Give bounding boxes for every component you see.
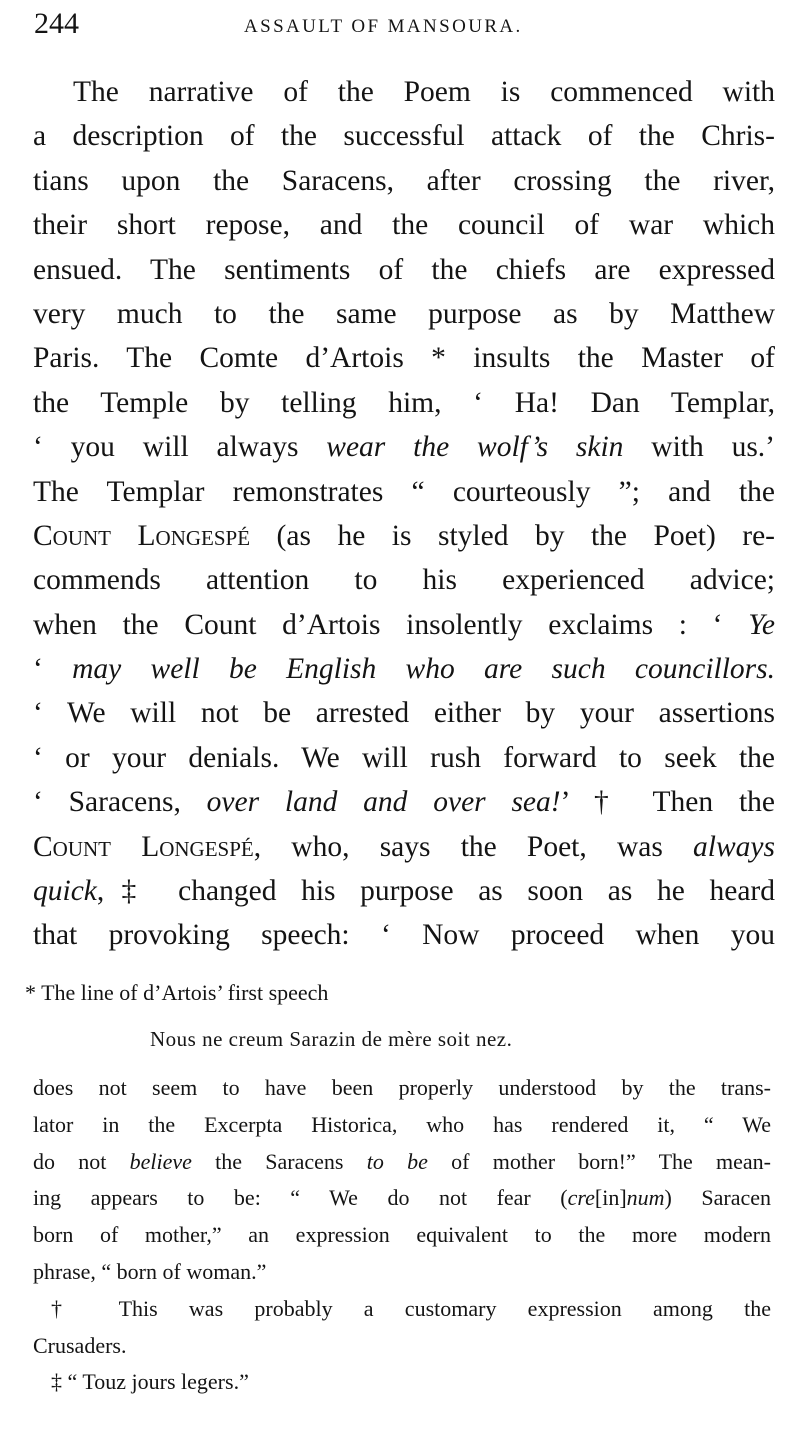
text-run: ’ † Then the [560,786,775,819]
footnote-line [33,1144,771,1181]
text-line: Paris. The Comte d’Artois * insults the Master of [33,342,775,375]
text-run: , who, says the Poet, was [253,830,694,863]
text-line: tians upon the Saracens, after crossing the river, [33,164,775,197]
text-line: The narrative of the Poem is commenced with [73,76,775,108]
page-header [34,6,774,46]
italic-run: quick [33,875,97,908]
main-text [33,70,775,958]
text-line: a description of the successful attack of the Chris- [33,120,775,153]
italic-run: to be [366,1148,428,1174]
text-run: the Saracens [191,1148,367,1174]
italic-run: always [693,830,775,863]
text-run: ) Saracen [664,1185,771,1211]
italic-run: wear the wolf’s skin [326,431,624,464]
text-run: [in] [594,1185,627,1211]
footnote-line: lator in the Excerpta Historica, who has rendered it, “ We [33,1111,771,1137]
italic-run: may well be English who are such councillors. [72,653,775,686]
text-line: commends attention to his experienced advice; [33,564,775,597]
text-run: ,‡ changed his purpose as soon as he heard [96,875,775,908]
text-line [33,780,775,824]
footnote-text [33,1070,771,1401]
text-line [33,825,775,869]
footnote-line: born of mother,” an expression equivalent to the more modern [33,1222,771,1248]
running-head: ASSAULT OF MANSOURA. [244,16,523,37]
text-line [33,425,775,469]
text-line: their short repose, and the council of war which [33,209,775,242]
page-number: 244 [34,7,79,40]
text-line [33,514,775,558]
text-line [33,603,775,647]
small-caps-name: Count Longespé [33,830,254,863]
small-caps-name: Count Longespé [33,519,251,552]
text-line: ‘ We will not be arrested either by your assertions [33,697,775,730]
text-run: do not [33,1148,130,1174]
text-run: of mother born!” The mean- [427,1148,771,1174]
text-line: ‘ or your denials. We will rush forward to seek the [33,741,775,774]
text-run: (as he is styled by the Poet) re- [250,519,775,552]
text-run: when the Count d’Artois insolently exclaims : ‘ [33,608,749,641]
text-line: The Templar remonstrates “ courteously ”; and the [33,475,775,508]
footnote-line [33,1180,771,1217]
text-run: ‘ Saracens, [33,786,207,819]
text-run: ‘ [33,653,73,686]
footnote-1-intro: * The line of d’Artois’ first speech [25,980,329,1005]
text-run: with us.’ [623,431,775,464]
text-line: ensued. The sentiments of the chiefs are expressed [33,253,775,286]
footnote-line: phrase, “ born of woman.” [33,1258,267,1284]
text-line: the Temple by telling him, ‘ Ha! Dan Templar, [33,386,775,419]
italic-run: cre [567,1185,595,1211]
footnote-2-line: Crusaders. [33,1332,127,1358]
text-line [33,647,775,691]
footnote-line: does not seem to have been properly understood by the trans- [33,1075,771,1100]
footnote-3: ‡ “ Touz jours legers.” [51,1369,249,1395]
text-line: very much to the same purpose as by Matthew [33,297,775,330]
footnote-2-line: † This was probably a customary expression among the [51,1295,771,1321]
italic-run: Ye [748,608,775,641]
text-run: ing appears to be: “ We do not fear ( [33,1185,568,1211]
italic-run: num [626,1185,665,1211]
italic-run: believe [129,1148,192,1174]
text-line [33,869,775,913]
footnote-1-quote: Nous ne creum Sarazin de mère soit nez. [150,1027,513,1051]
text-line: that provoking speech: ‘ Now proceed when you [33,919,775,952]
italic-run: over land and over sea! [206,786,561,819]
text-run: ‘ you will always [33,431,327,464]
